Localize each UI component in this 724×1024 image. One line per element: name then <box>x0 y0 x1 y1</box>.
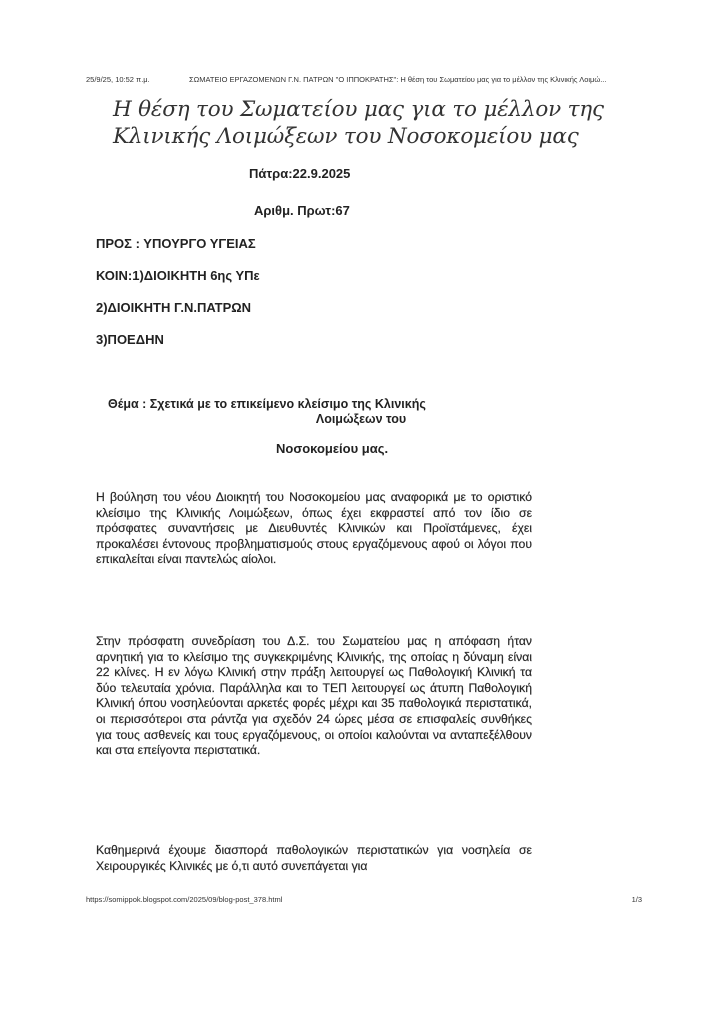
print-footer <box>86 895 646 907</box>
print-header <box>86 75 656 87</box>
letter-subject <box>108 397 548 456</box>
body-paragraph: Στην πρόσφατη συνεδρίαση του Δ.Σ. του Σωματείου μας η απόφαση ήταν αρνητική για το κλείσιμο της συγκεκριμένης Κλινικής, της οποίας η δύναμη είναι 22 κλίνες. Η εν λόγω Κλινική στην πράξη λειτουργεί ως Παθολογική Κλινική τα δύο τελευταία χρόνια. Παράλληλα και το ΤΕΠ λειτουργεί ως άτυπη Παθολογική Κλινική όπου νοσηλεύονται αρκετές φορές μέχρι και 35 παθολογικά περιστατικά, οι περισσότεροι στα ράντζα για σχεδόν 24 ώρες μέσα σε επισφαλείς συνθήκες για τους ασθενείς και τους εργαζόμενους, οι οποίοι καλούνται να ανταπεξέλθουν και στα επείγοντα περιστατικά. <box>96 634 532 758</box>
source-url[interactable]: https://somippok.blogspot.com/2025/09/blog-post_378.html <box>86 895 283 904</box>
page-indicator: 1/3 <box>631 895 642 904</box>
body-paragraph: Καθημερινά έχουμε διασπορά παθολογικών περιστατικών για νοσηλεία σε Χειρουργικές Κλινικές με ό,τι αυτό συνεπάγεται για <box>96 843 532 873</box>
subject-line: Λοιμώξεων του <box>315 412 407 426</box>
document-title <box>113 96 604 150</box>
protocol-number: Αριθμ. Πρωτ:67 <box>254 203 350 218</box>
cc-recipient: 2)ΔΙΟΙΚΗΤΗ Γ.Ν.ΠΑΤΡΩΝ <box>96 300 252 315</box>
document-title-line: Η θέση του Σωματείου μας για το μέλλον της <box>113 97 604 122</box>
cc-recipient: 3)ΠΟΕΔΗΝ <box>96 332 164 347</box>
body-paragraph: Η βούληση του νέου Διοικητή του Νοσοκομείου μας αναφορικά με το οριστικό κλείσιμο της Κλινικής Λοιμώξεων, όπως έχει εκφραστεί από τον ίδιο σε πρόσφατες συναντήσεις με Διευθυντές Κλινικών και Προϊστάμενες, έχει προκαλέσει έντονους προβληματισμούς στους εργαζόμενους αφού οι λόγοι που επικαλείται είναι παντελώς αίολοι. <box>96 490 532 567</box>
document-title-line: Κλινικής Λοιμώξεων του Νοσοκομείου μας <box>113 124 579 149</box>
subject-line: Νοσοκομείου μας. <box>276 441 389 456</box>
subject-line: Θέμα : Σχετικά με το επικείμενο κλείσιμο της Κλινικής <box>108 397 426 411</box>
cc-recipient: ΚΟΙΝ:1)ΔΙΟΙΚΗΤΗ 6ης ΥΠε <box>96 268 260 283</box>
recipient: ΠΡΟΣ : ΥΠΟΥΡΓΟ ΥΓΕΙΑΣ <box>96 236 256 251</box>
print-timestamp: 25/9/25, 10:52 π.μ. <box>86 75 150 84</box>
letter-date: Πάτρα:22.9.2025 <box>249 166 351 181</box>
print-page-title: ΣΩΜΑΤΕΙΟ ΕΡΓΑΖΟΜΕΝΩΝ Γ.Ν. ΠΑΤΡΩΝ "Ο ΙΠΠΟΚΡΑΤΗΣ": Η θέση του Σωματείου μας για το μέλλον της Κλινικής Λοιμώ... <box>189 75 607 84</box>
